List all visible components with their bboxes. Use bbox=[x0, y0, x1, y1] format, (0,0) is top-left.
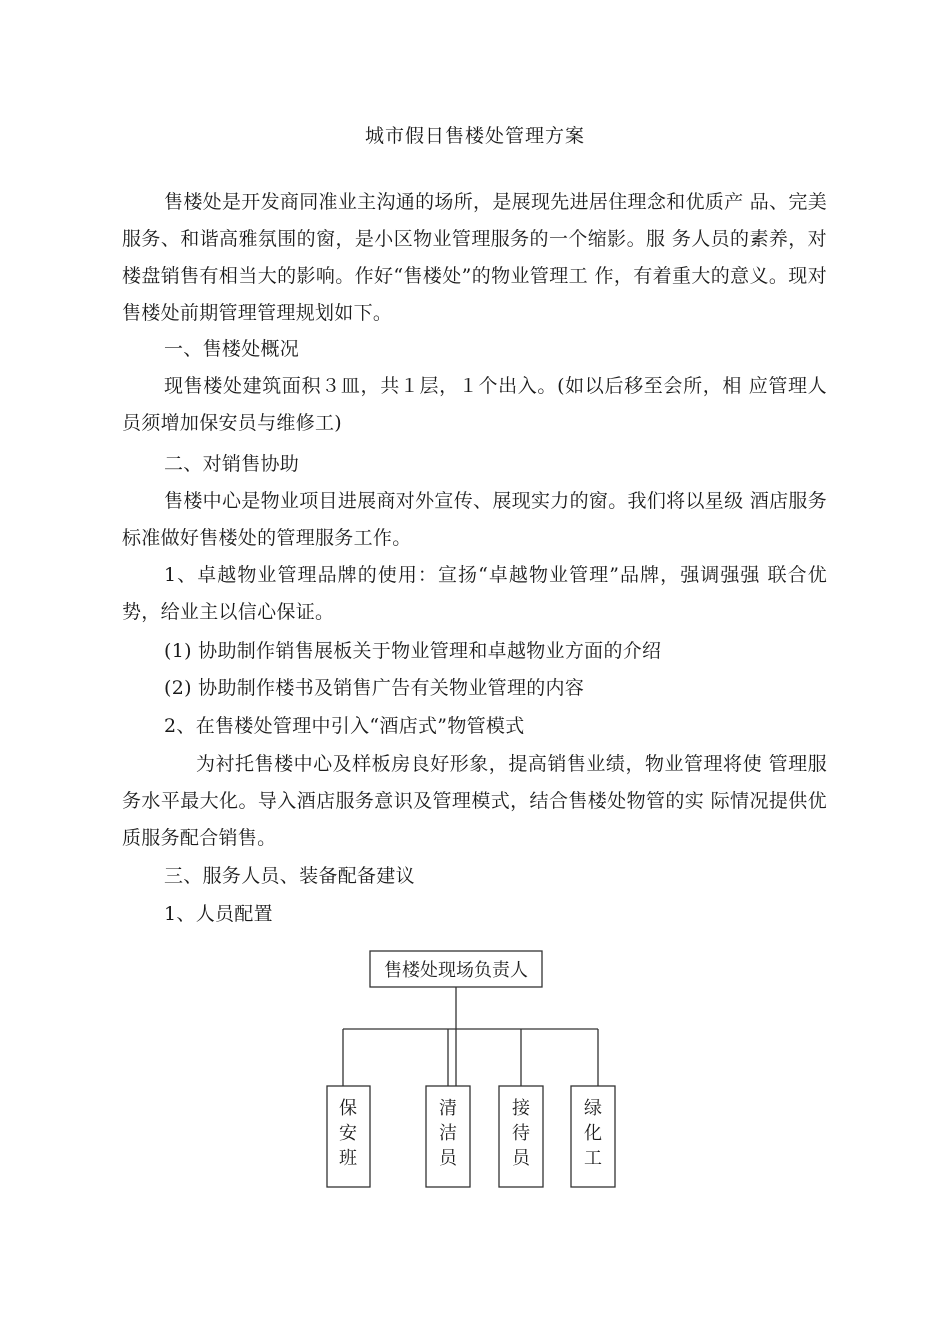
sub-item-2: (2) 协助制作楼书及销售广告有关物业管理的内容 bbox=[164, 677, 585, 699]
personnel-heading: 1、人员配置 bbox=[164, 903, 273, 925]
org-child-4-char-3: 工 bbox=[584, 1148, 602, 1169]
intro-paragraph: 售楼处是开发商同准业主沟通的场所，是展现先进居住理念和优质产 品、完美服务、和谐高雅氛围的窗，是小区物业管理服务的一个缩影。服 务人员的素养，对楼盘销售有相当大的影响。作好“售楼处”的物业管理工 作，有着重大的意义。现对售楼处前期管理管理规划如下。 bbox=[122, 191, 827, 324]
org-child-4-char-1: 绿 bbox=[584, 1098, 602, 1119]
org-child-3-char-1: 接 bbox=[512, 1098, 530, 1119]
section1-heading: 一、售楼处概况 bbox=[164, 338, 300, 360]
org-child-1-char-3: 班 bbox=[339, 1148, 357, 1169]
item2-text: 为衬托售楼中心及样板房良好形象，提高销售业绩，物业管理将使 管理服务水平最大化。导入酒店服务意识及管理模式，结合售楼处物管的实 际情况提供优质服务配合销售。 bbox=[122, 753, 827, 849]
org-child-3-char-3: 员 bbox=[512, 1148, 530, 1169]
section1-text: 现售楼处建筑面积３皿，共１层，１个出入。(如以后移至会所，相 应管理人员须增加保安员与维修工) bbox=[122, 375, 827, 434]
item2-heading: 2、在售楼处管理中引入“酒店式”物管模式 bbox=[164, 715, 525, 737]
section2-text: 售楼中心是物业项目进展商对外宣传、展现实力的窗。我们将以星级 酒店服务标准做好售楼处的管理服务工作。 bbox=[122, 490, 827, 549]
org-child-2-char-2: 洁 bbox=[439, 1123, 457, 1144]
document-title: 城市假日售楼处管理方案 bbox=[364, 125, 585, 147]
section3-heading: 三、服务人员、装备配备建议 bbox=[164, 865, 415, 887]
section2-heading: 二、对销售协助 bbox=[164, 453, 300, 475]
org-child-1-char-2: 安 bbox=[339, 1123, 357, 1144]
item1-text: 1、卓越物业管理品牌的使用：宣扬“卓越物业管理”品牌，强调强强 联合优势，给业主以信心保证。 bbox=[122, 564, 827, 623]
org-child-2-char-1: 清 bbox=[439, 1098, 457, 1119]
org-child-3-char-2: 待 bbox=[512, 1123, 530, 1144]
org-child-4-char-2: 化 bbox=[584, 1123, 602, 1144]
org-child-2-char-3: 员 bbox=[439, 1148, 457, 1169]
org-root-label: 售楼处现场负责人 bbox=[384, 960, 528, 981]
org-child-1-char-1: 保 bbox=[339, 1098, 357, 1119]
sub-item-1: (1) 协助制作销售展板关于物业管理和卓越物业方面的介绍 bbox=[164, 640, 662, 662]
